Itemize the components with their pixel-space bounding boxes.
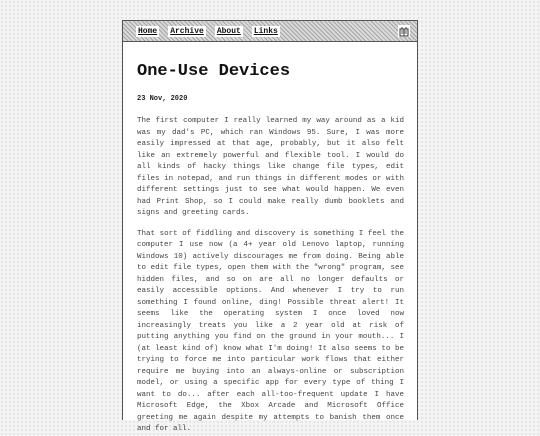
rss-feed-icon[interactable] [398,25,410,37]
nav-link-links[interactable]: Links [253,26,278,36]
post-title: One-Use Devices [137,62,291,81]
top-navigation [123,20,417,42]
article [123,62,417,436]
post-paragraph: That sort of fiddling and discovery is something I feel the computer I use now (a 4+ year old Lenovo laptop, running Windows 10) actively discourages me from doing. Being able to edit file types, open them with the "wrong" program, see hidden files, and so on are all no longer defaults or easily accessible options. And whenever I try to run something I found online, ding! Possible threat alert! It seems like the operating system I once loved now increasingly treats you like a 2 year old at risk of putting anything you find on the ground in your mouth... I (at least kind of) know what I'm doing! It also seems to be trying to force me into particular work flows that either require me buying into an always-online or subscription model, or using a specific app for every type of thing I want to do... after each all-too-frequent update I have Microsoft Edge, the Xbox Arcade and Microsoft Office greeting me again despite my attempts to banish them once and for all. [137,229,404,433]
nav-link-about[interactable]: About [216,26,241,36]
nav-link-archive[interactable]: Archive [170,26,204,36]
nav-link-home[interactable]: Home [138,26,158,36]
post-date: 23 Nov, 2020 [137,95,188,103]
page-container [122,20,418,433]
post-paragraph: The first computer I really learned my way around as a kid was my dad's PC, which ran Windows 95. Sure, I was more easily impressed at that age, probably, but it also felt like an extremely powerful and flexible tool. I would do all kinds of hacky things like change file types, edit files in notepad, and run things in different modes or with different settings just to see what would happen. We even had Print Shop, so I could make really dumb booklets and signs and greeting cards. [137,117,404,217]
